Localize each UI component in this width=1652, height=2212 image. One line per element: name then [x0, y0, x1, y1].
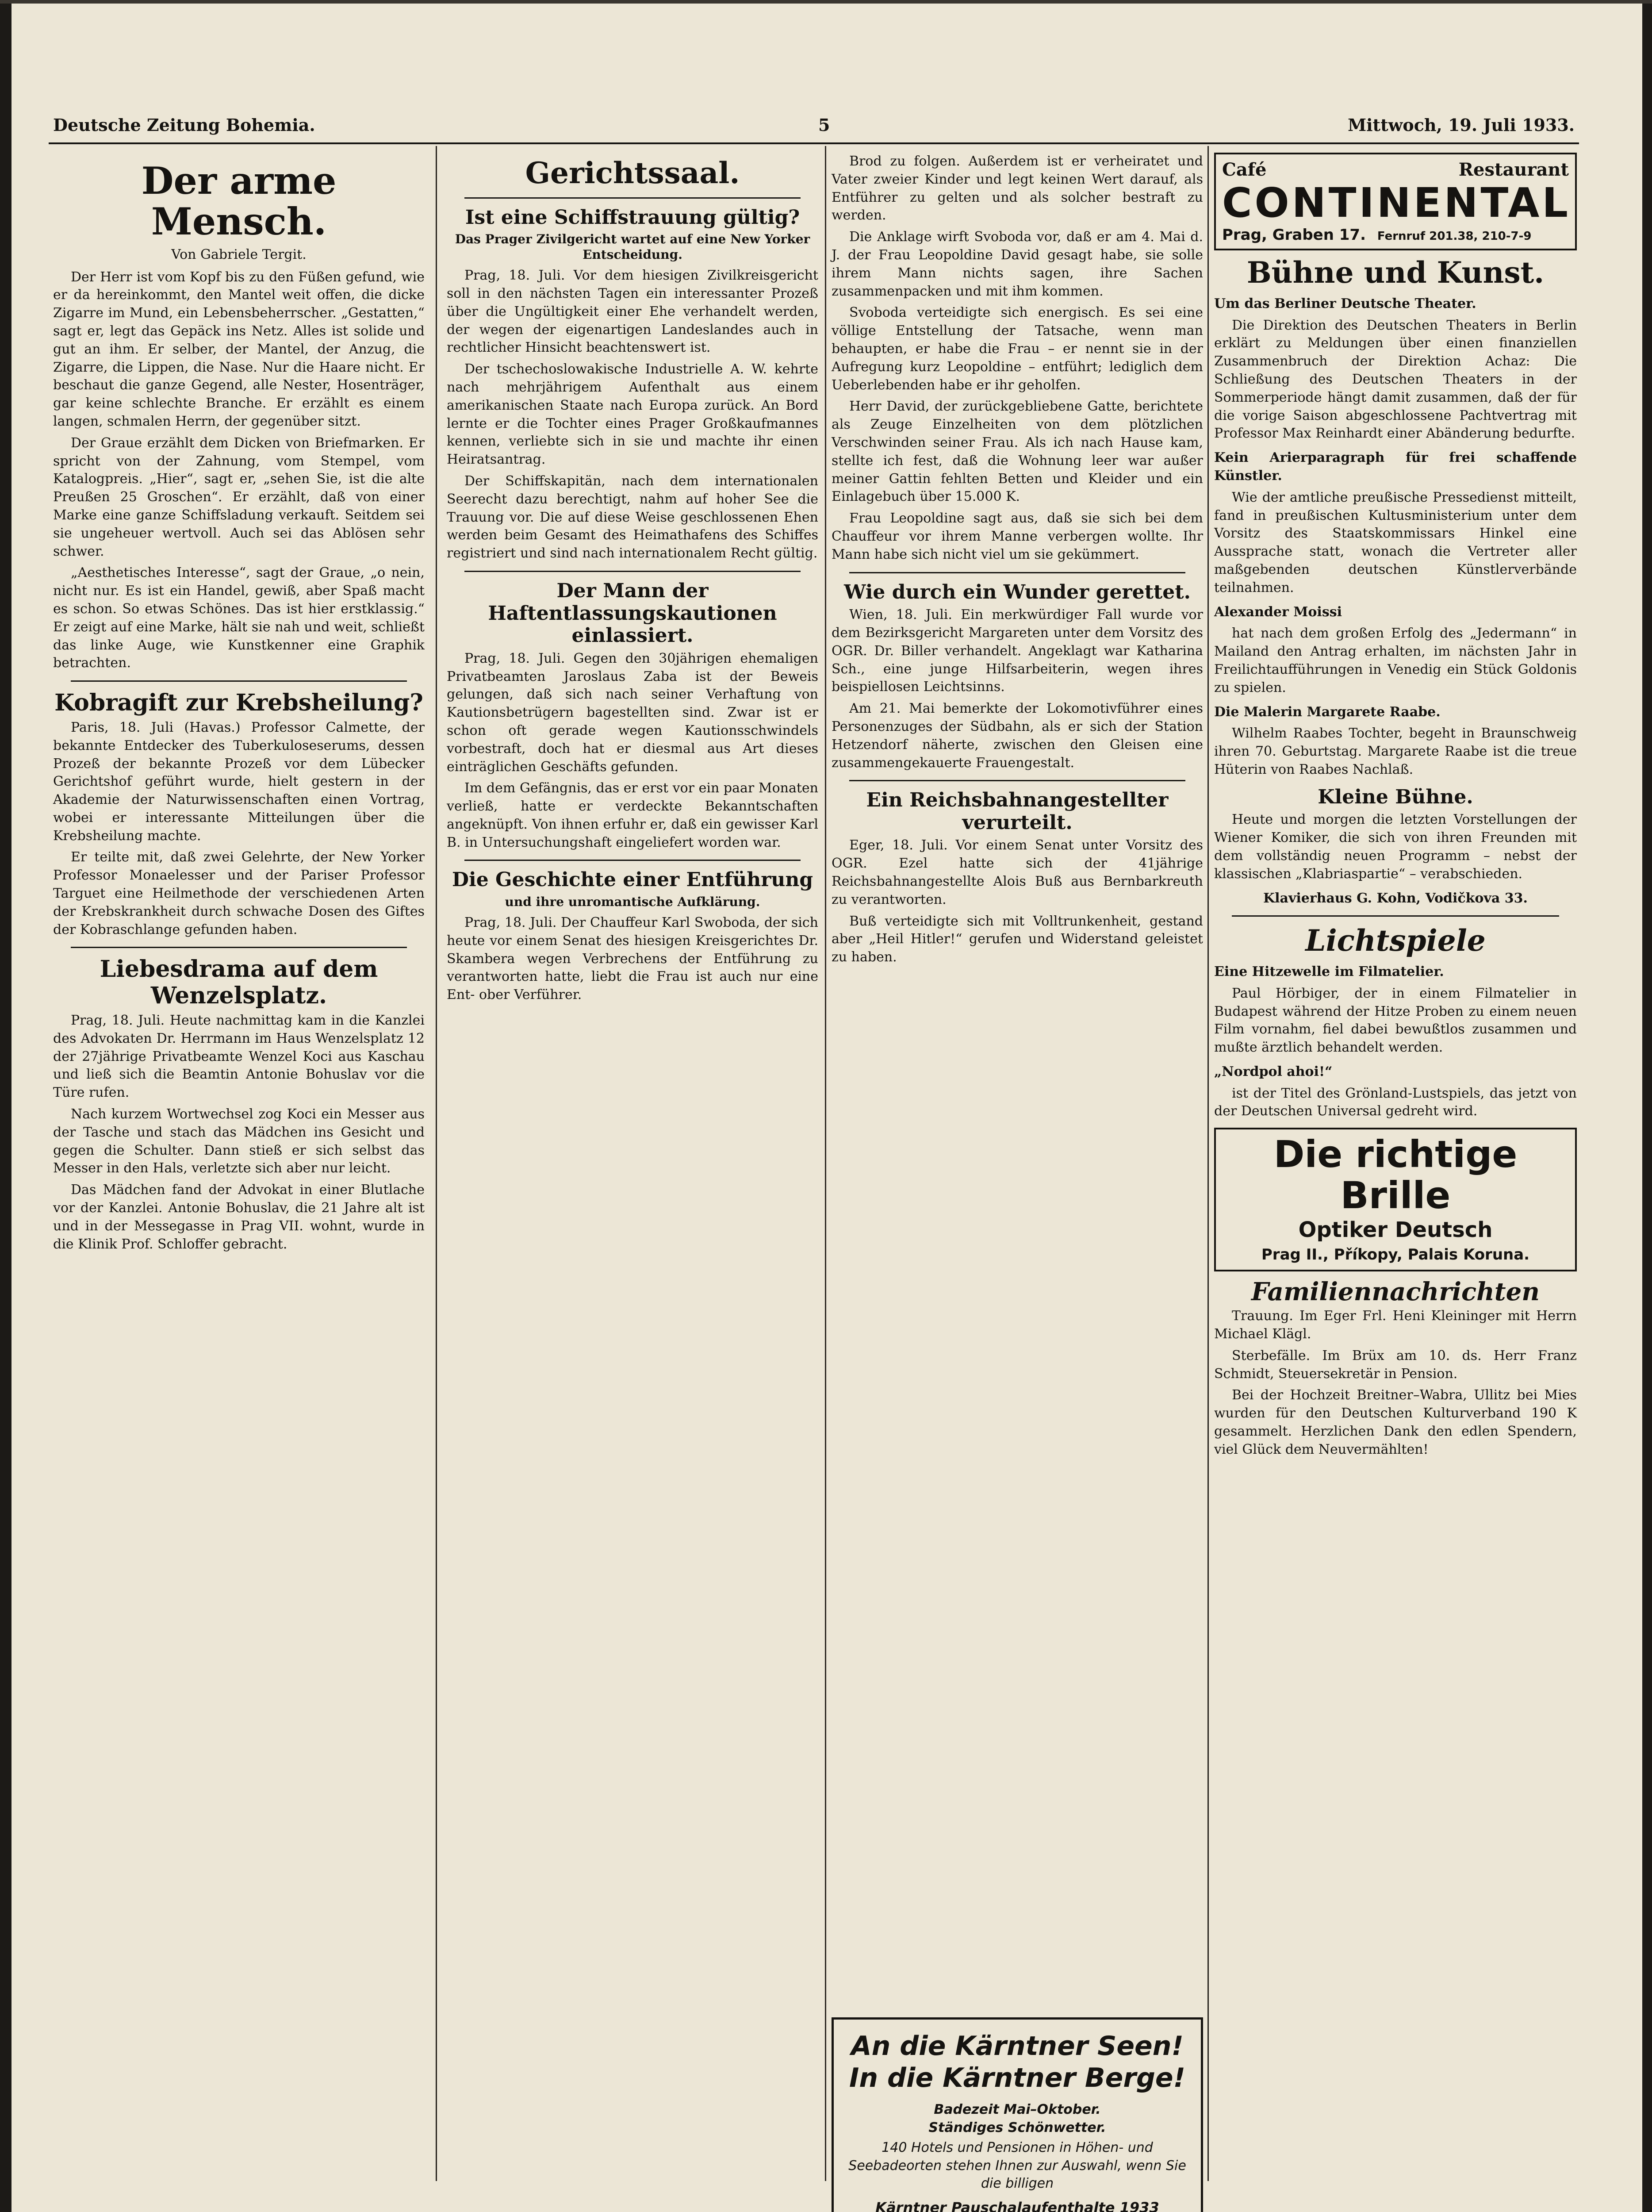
- article-paragraph: Nach kurzem Wortwechsel zog Koci ein Messer aus der Tasche und stach das Mädchen ins Gesicht und gegen die Schulter. Dann stieß er sich selbst das Messer in den Hals, verletzte sich aber nur leicht.: [53, 1106, 425, 1176]
- article-paragraph: Paris, 18. Juli (Havas.) Professor Calmette, der bekannte Entdecker des Tuberkuloseserums, dessen Prozeß der bekannte Prozeß vor dem Lübecker Gerichtshof geführt wurde, hielt gestern in der Akademie der Naturwissenschaften einen Vortrag, wobei er interessante Mitteilungen über die Krebsheilung machte.: [53, 719, 425, 844]
- article-paragraph: Das Mädchen fand der Advokat in einer Blutlache vor der Kanzlei. Antonie Bohuslav, die 21 Jahre alt ist und in der Messegasse in Prag VII. wohnt, wurde in die Klinik Prof. Schloffer gebracht.: [53, 1182, 425, 1252]
- article-paragraph: Wilhelm Raabes Tochter, begeht in Braunschweig ihren 70. Geburtstag. Margarete Raabe ist die treue Hüterin von Raabes Nachlaß.: [1214, 726, 1577, 777]
- section-title: Bühne und Kunst.: [1246, 255, 1545, 290]
- paper-name: Deutsche Zeitung Bohemia.: [53, 115, 315, 135]
- separator: [849, 780, 1185, 781]
- article-paragraph: Buß verteidigte sich mit Volltrunkenheit, gestand aber „Heil Hitler!“ gerufen und Widerstand geleistet zu haben.: [832, 913, 1203, 965]
- column-rule: [436, 146, 437, 2181]
- article-paragraph: Prag, 18. Juli. Vor dem hiesigen Zivilkreisgericht soll in den nächsten Tagen ein interessanter Prozeß über die Ungültigkeit einer Ehe verhandelt werden, der wegen der eigenartigen Landeslandes auch in rechtlicher Hinsicht beachtenswert ist.: [447, 268, 818, 356]
- ad-line: Kärntner Pauschalaufenthalte 1933: [875, 2199, 1159, 2212]
- column-rule: [825, 146, 826, 2181]
- article-title: Kobragift zur Krebsheilung?: [54, 689, 423, 717]
- article-paragraph: Herr David, der zurückgebliebene Gatte, berichtete als Zeuge Einzelheiten von dem plötzlichen Verschwinden seiner Frau. Als ich nach Hause kam, stellte ich fest, daß die Wohnung leer war außer meiner Gattin fehlten Betten und Kleider und ein Einlagebuch über 15.000 K.: [832, 399, 1203, 505]
- advertisement-kohn: Klavierhaus G. Kohn, Vodičkova 33.: [1263, 890, 1528, 906]
- article-title: Der arme Mensch.: [141, 159, 337, 244]
- article-paragraph: Im dem Gefängnis, das er erst vor ein paar Monaten verließ, hatte er verdeckte Bekanntschaften angeknüpft. Von ihnen erfuhr er, daß ein gewisser Karl B. in Untersuchungshaft eingeliefert worden war.: [447, 780, 818, 850]
- ad-line: Prag II., Příkopy, Palais Koruna.: [1261, 1246, 1530, 1264]
- ad-phone: Fernruf 201.38, 210-7-9: [1377, 229, 1532, 243]
- article-paragraph: Prag, 18. Juli. Heute nachmittag kam in die Kanzlei des Advokaten Dr. Herrmann im Haus Wenzelsplatz 12 der 27jährige Privatbeamte Wenzel Koci aus Kaschau und ließ sich die Beamtin Antonie Bohuslav vor die Türe rufen.: [53, 1013, 425, 1101]
- item-heading: „Nordpol ahoi!“: [1214, 1064, 1333, 1079]
- separator: [464, 571, 801, 572]
- article-paragraph: Wien, 18. Juli. Ein merkwürdiger Fall wurde vor dem Bezirksgericht Margareten unter dem Vorsitz des OGR. Dr. Biller verhandelt. Angeklagt war Katharina Sch., eine junge Hilfsarbeiterin, wegen ihres beispiellosen Leichtsinns.: [832, 607, 1203, 695]
- article-paragraph: Prag, 18. Juli. Gegen den 30jährigen ehemaligen Privatbeamten Jaroslaus Zaba ist der Beweis gelungen, daß sich nach seiner Verhaftung von Kautionsbetrügern bagestellten sind. Zwar ist er schon oft gerade wegen Kautionsschwindels vorbestraft, doch hat er diesmal aus Art dieses einträglichen Geschäfts gefunden.: [447, 650, 818, 775]
- advertisement-continental: [1214, 153, 1577, 250]
- ad-name: CONTINENTAL: [1222, 179, 1571, 227]
- article-paragraph: Der tschechoslowakische Industrielle A. W. kehrte nach mehrjährigem Aufenthalt aus einem amerikanischen Staate nach Europa zurück. An Bord lernte er die Tochter eines Prager Großkaufmannes kennen, verliebte sich in sie und machte ihr einen Heiratsantrag.: [447, 361, 818, 468]
- article-title: Ein Reichsbahnangestellter verurteilt.: [866, 789, 1169, 834]
- article-paragraph: „Aesthetisches Interesse“, sagt der Graue, „o nein, nicht nur. Es ist ein Handel, gewiß, aber Spaß macht es schon. So etwas Schönes. Das ist hier erstklassig.“ Er zeigt auf eine Marke, hält sie nah und weit, schließt das linke Auge, wie Kunstkenner eine Graphik betrachten.: [53, 565, 425, 671]
- item-heading: Um das Berliner Deutsche Theater.: [1214, 296, 1476, 311]
- article-subtitle: und ihre unromantische Aufklärung.: [505, 895, 760, 910]
- article-paragraph: Die Anklage wirft Svoboda vor, daß er am 4. Mai d. J. der Frau Leopoldine David gesagt habe, sie solle ihrem Mann nichts sagen, ihre Sachen zusammenpacken und mit ihm kommen.: [832, 229, 1203, 299]
- ad-restaurant: Restaurant: [1458, 159, 1569, 180]
- article-title: Der Mann der Haftentlassungskautionen einlassiert.: [488, 579, 777, 647]
- item-heading: Eine Hitzewelle im Filmatelier.: [1214, 964, 1444, 979]
- separator: [464, 197, 801, 199]
- column-4: [1214, 153, 1577, 1463]
- article-paragraph: Brod zu folgen. Außerdem ist er verheiratet und Vater zweier Kinder und legt keinen Wert darauf, als Entführer zu gelten und als solcher bestraft zu werden.: [832, 154, 1203, 223]
- article-paragraph: Wie der amtliche preußische Pressedienst mitteilt, fand in preußischen Kultusministerium unter dem Vorsitz des Staatskommissars Hinkel eine Aussprache statt, wonach die Vertreter aller maßgebenden deutschen Künstlerverbände teilnahmen.: [1214, 489, 1577, 595]
- scan-border-top: [0, 0, 1652, 4]
- item-heading: Alexander Moissi: [1214, 604, 1342, 620]
- article-paragraph: Svoboda verteidigte sich energisch. Es sei eine völlige Entstellung der Tatsache, wenn man behaupten, er habe die Frau – er nennt sie in der Aufregung kurz Leopoldine – entführt; lediglich dem Ueberlebenden habe er ihr geholfen.: [832, 305, 1203, 393]
- ad-line: Optiker Deutsch: [1298, 1217, 1493, 1243]
- article-paragraph: Bei der Hochzeit Breitner–Wabra, Ullitz bei Mies wurden für den Deutschen Kulturverband 190 K gesammelt. Herzlichen Dank den edlen Spendern, viel Glück dem Neuvermählten!: [1214, 1387, 1577, 1457]
- column-1: [53, 153, 425, 1257]
- section-title: Gerichtssaal.: [525, 156, 740, 190]
- article-title: Liebesdrama auf dem Wenzelsplatz.: [100, 956, 378, 1010]
- article-title: Wie durch ein Wunder gerettet.: [844, 580, 1191, 603]
- separator: [71, 680, 407, 682]
- article-paragraph: ist der Titel des Grönland-Lustspiels, das jetzt von der Deutschen Universal gedreht wird.: [1214, 1085, 1577, 1119]
- column-3: [832, 153, 1203, 970]
- article-paragraph: Trauung. Im Eger Frl. Heni Kleininger mit Herrn Michael Klägl.: [1214, 1308, 1577, 1342]
- article-paragraph: Der Graue erzählt dem Dicken von Briefmarken. Er spricht von der Zahnung, vom Stempel, vom Katalogpreis. „Hier“, sagt er, „sehen Sie, ist die alte Preußen 25 Groschen“. Er erzählt, daß von einer Marke eine ganze Schiffsladung verkauft. Seitdem sei sie ungeheuer wertvoll. Auch sei das Ablösen sehr schwer.: [53, 435, 425, 559]
- article-subtitle: Das Prager Zivilgericht wartet auf eine New Yorker Entscheidung.: [455, 232, 810, 262]
- article-paragraph: Sterbefälle. Im Brüx am 10. ds. Herr Franz Schmidt, Steuersekretär in Pension.: [1214, 1348, 1577, 1382]
- ad-cafe: Café: [1222, 159, 1267, 180]
- section-title: Familiennachrichten: [1251, 1277, 1540, 1306]
- page-number: 5: [818, 115, 830, 135]
- article-paragraph: Er teilte mit, daß zwei Gelehrte, der New Yorker Professor Monaelesser und der Pariser Professor Targuet eine Heilmethode der verschiedenen Arten der Krebskrankheit durch schwache Dosen des Giftes der Kobraschlange gefunden haben.: [53, 849, 425, 937]
- ad-line: Ständiges Schönwetter.: [928, 2120, 1106, 2135]
- scan-border-right: [1642, 0, 1652, 2212]
- separator: [71, 947, 407, 948]
- article-title: Kleine Bühne.: [1318, 785, 1473, 808]
- separator: [849, 572, 1185, 573]
- ad-address: Prag, Graben 17.: [1222, 226, 1366, 244]
- running-head: [53, 115, 1575, 142]
- header-rule: [49, 142, 1579, 144]
- advertisement-kaernten: [832, 2017, 1203, 2212]
- issue-date: Mittwoch, 19. Juli 1933.: [1348, 115, 1575, 135]
- article-paragraph: Der Schiffskapitän, nach dem internationalen Seerecht dazu berechtigt, nahm auf hoher See die Trauung vor. Die auf diese Weise geschlossenen Ehen werden beim Gesamt des Heimathafens des Schiffes registriert und sind nach internationalem Recht gültig.: [447, 473, 818, 561]
- item-heading: Die Malerin Margarete Raabe.: [1214, 704, 1441, 720]
- ad-text: 140 Hotels und Pensionen in Höhen- und Seebadeorten stehen Ihnen zur Auswahl, wenn Sie die billigen: [848, 2140, 1186, 2191]
- article-paragraph: Eger, 18. Juli. Vor einem Senat unter Vorsitz des OGR. Ezel hatte sich der 41jährige Reichsbahnangestellte Alois Buß aus Bernbarkreuth zu verantworten.: [832, 837, 1203, 907]
- article-paragraph: Paul Hörbiger, der in einem Filmatelier in Budapest während der Hitze Proben zu einem neuen Film vornahm, fiel dabei bewußtlos zusammen und mußte ärztlich behandelt werden.: [1214, 985, 1577, 1056]
- item-heading: Kein Arierparagraph für frei schaffende Künstler.: [1214, 450, 1577, 484]
- section-title: Lichtspiele: [1305, 923, 1486, 958]
- separator: [1232, 915, 1559, 917]
- ad-headline: Die richtige Brille: [1273, 1133, 1518, 1217]
- article-title: Die Geschichte einer Entführung: [452, 868, 813, 891]
- article-paragraph: hat nach dem großen Erfolg des „Jedermann“ in Mailand den Antrag erhalten, im nächsten Jahr in Freilichtaufführungen in Venedig ein Stück Goldonis zu spielen.: [1214, 626, 1577, 695]
- scan-border-left: [0, 0, 11, 2212]
- column-2: [447, 153, 818, 1008]
- article-paragraph: Am 21. Mai bemerkte der Lokomotivführer eines Personenzuges der Südbahn, als er sich der Station Hetzendorf näherte, zwischen den Gleisen eine zusammengekauerte Frauengestalt.: [832, 701, 1203, 771]
- separator: [464, 860, 801, 861]
- ad-headline: In die Kärntner Berge!: [849, 2062, 1185, 2093]
- article-paragraph: Die Direktion des Deutschen Theaters in Berlin erklärt zu Meldungen über einen finanziellen Zusammenbruch der Direktion Achaz: Die Schließung des Deutschen Theaters in der Sommerperiode hängt damit zusammen, daß der für die vorige Saison abgeschlossene Pachtvertrag mit Professor Max Reinhardt einer Abänderung bedurfte.: [1214, 317, 1577, 442]
- article-paragraph: Frau Leopoldine sagt aus, daß sie sich bei dem Chauffeur vor ihrem Manne verbergen wollte. Ihr Mann habe sich nicht viel um sie gekümmert.: [832, 511, 1203, 562]
- article-title: Ist eine Schiffstrauung gültig?: [465, 206, 800, 229]
- article-paragraph: Heute und morgen die letzten Vorstellungen der Wiener Komiker, die sich von ihren Freunden mit dem vollständig neuen Programm – nebst der klassischen „Klabriaspartie“ – verabschieden.: [1214, 812, 1577, 882]
- ad-headline: An die Kärntner Seen!: [851, 2031, 1184, 2062]
- column-rule: [1207, 146, 1209, 2181]
- article-byline: Von Gabriele Tergit.: [171, 246, 307, 262]
- advertisement-brille: [1214, 1128, 1577, 1271]
- ad-line: Badezeit Mai–Oktober.: [934, 2102, 1101, 2117]
- article-paragraph: Prag, 18. Juli. Der Chauffeur Karl Swoboda, der sich heute vor einem Senat des hiesigen Kreisgerichtes Dr. Skambera wegen Verbrechens der Entführung zu verantworten hatte, liebt die Frau ist auch nur eine Ent- ober Verführer.: [447, 915, 818, 1003]
- article-paragraph: Der Herr ist vom Kopf bis zu den Füßen gefund, wie er da hereinkommt, den Mantel weit offen, die dicke Zigarre im Mund, ein Lebensbeherrscher. „Gestatten,“ sagt er, legt das Gepäck ins Netz. Alles ist solide und gut an ihm. Er selber, der Mantel, der Anzug, die Zigarre, die Lippen, die Nase. Nur die Haare nicht. Er beschaut die ganze Gegend, alle Nester, Hosenträger, gar keine schlechte Branche. Er erzählt es einem langen, schmalen Herrn, der gegenüber sitzt.: [53, 269, 425, 429]
